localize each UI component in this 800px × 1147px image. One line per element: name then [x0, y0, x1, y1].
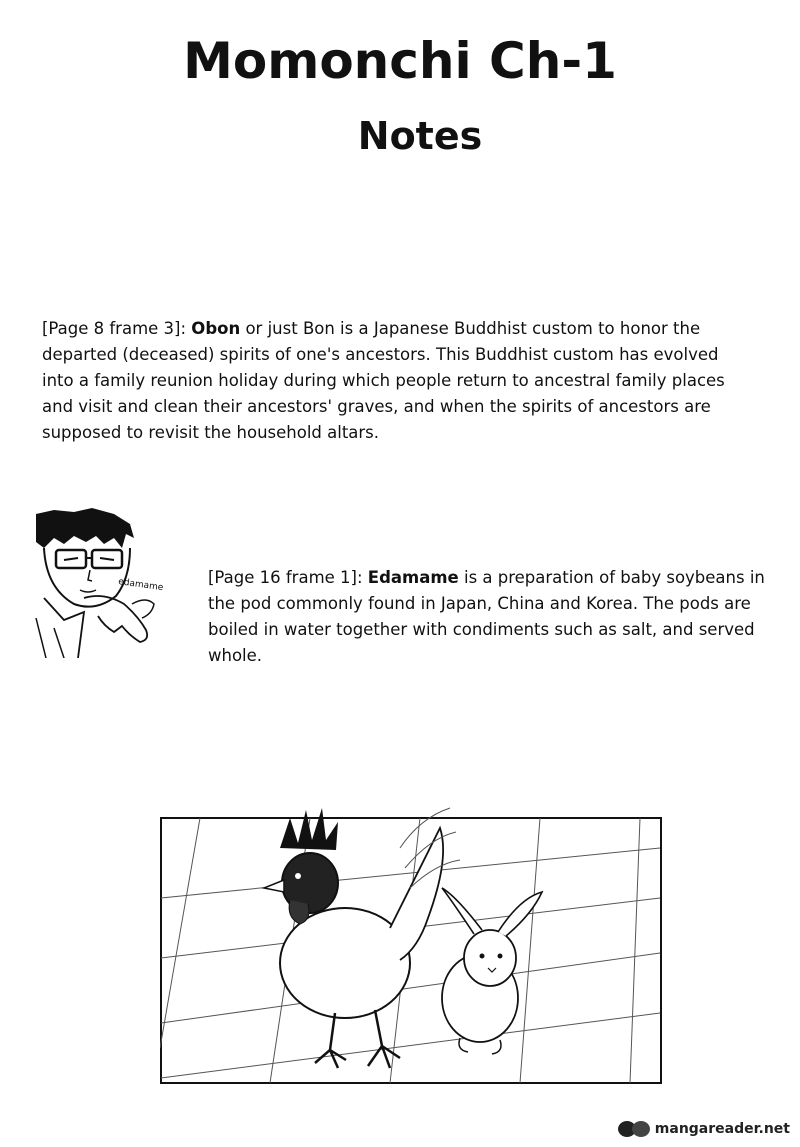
- portrait-caption: edamame: [117, 577, 164, 594]
- page-title: Momonchi Ch-1: [183, 32, 617, 90]
- note-obon: [Page 8 frame 3]: Obon or just Bon is a Japanese Buddhist custom to honor the departed (deceased) spirits of one's ancestors. This Buddhist custom has evolved into a family reunion holiday during which people return to ancestral family places and visit and clean their ancestors' graves, and when the spirits of ancestors are supposed to revisit the household altars.: [42, 319, 725, 442]
- rooster-rabbit-illustration: [160, 788, 662, 1084]
- watermark-text: mangareader.net: [654, 1121, 790, 1137]
- character-portrait: [34, 508, 194, 658]
- note-term: Obon: [191, 319, 241, 338]
- watermark: [617, 1119, 790, 1139]
- page-subtitle: Notes: [357, 114, 483, 158]
- note-ref: [Page 16 frame 1]: [208, 568, 357, 587]
- note-text: is a preparation of baby soybeans in the pod commonly found in Japan, China and Korea. The pods are boiled in water together with condiments such as salt, and served whole.: [208, 568, 765, 665]
- note-ref: [Page 8 frame 3]: [42, 319, 181, 338]
- note-term: Edamame: [367, 568, 459, 587]
- watermark-logo-icon: [617, 1119, 651, 1139]
- note-edamame: [Page 16 frame 1]: Edamame is a preparation of baby soybeans in the pod commonly found in Japan, China and Korea. The pods are boiled in water together with condiments such as salt, and served whole.: [208, 568, 765, 665]
- note-text: or just Bon is a Japanese Buddhist custom to honor the departed (deceased) spirits of one's ancestors. This Buddhist custom has evolved into a family reunion holiday during which people return to ancestral family places and visit and clean their ancestors' graves, and when the spirits of ancestors are supposed to revisit the household altars.: [42, 319, 725, 442]
